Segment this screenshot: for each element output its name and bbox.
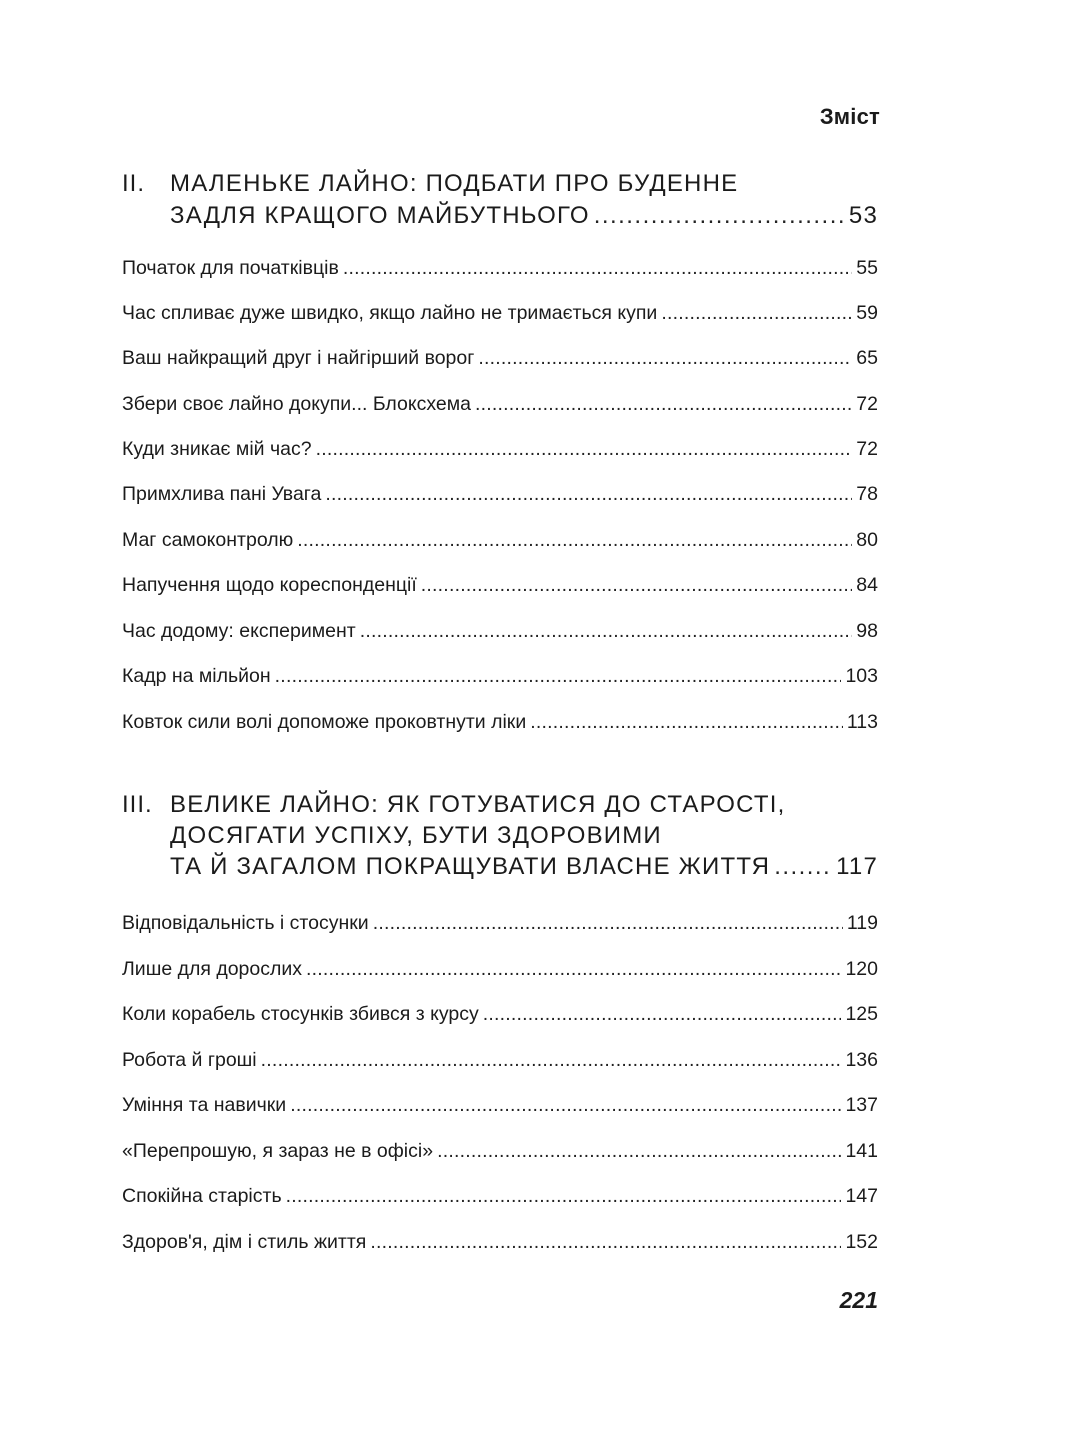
entry-title: Напучення щодо кореспонденції	[122, 574, 417, 596]
entry-page: 113	[846, 711, 878, 733]
entry-page: 119	[846, 912, 878, 934]
part-title-line: МАЛЕНЬКЕ ЛАЙНО: ПОДБАТИ ПРО БУДЕННЕ	[170, 170, 739, 197]
part-title-line-last: ЗАДЛЯ КРАЩОГО МАЙБУТНЬОГО . . . 53	[170, 202, 878, 234]
entry-title: Кадр на мільйон	[122, 665, 271, 687]
entry-page: 147	[845, 1185, 878, 1207]
leader-dots	[275, 665, 842, 688]
toc-entry	[122, 529, 878, 559]
part-title-line: ДОСЯГАТИ УСПІХУ, БУТИ ЗДОРОВИМИ	[170, 822, 662, 849]
leader-dots	[306, 958, 841, 981]
leader-dots	[483, 1003, 842, 1026]
toc-entry	[122, 1231, 878, 1261]
toc-entry	[122, 620, 878, 650]
toc-entry	[122, 483, 878, 513]
entry-page: 84	[856, 574, 878, 596]
toc-entry	[122, 665, 878, 695]
entry-title: Здоров'я, дім і стиль життя	[122, 1231, 367, 1253]
entry-page: 78	[856, 483, 878, 505]
entry-title: Спокійна старість	[122, 1185, 282, 1207]
leader-dots	[261, 1049, 842, 1072]
leader-dots	[774, 853, 832, 881]
leader-dots	[286, 1185, 842, 1208]
entry-title: Маг самоконтролю	[122, 529, 294, 551]
entry-page: 72	[856, 438, 878, 460]
part-title-line: ВЕЛИКЕ ЛАЙНО: ЯК ГОТУВАТИСЯ ДО СТАРОСТІ,	[170, 791, 786, 818]
leader-dots	[343, 257, 852, 280]
entry-page: 120	[845, 958, 878, 980]
entry-page: 103	[845, 665, 878, 687]
toc-entry	[122, 912, 878, 942]
entry-page: 80	[856, 529, 878, 551]
page-number: 117	[836, 853, 878, 880]
toc-entry	[122, 347, 878, 377]
toc-entry	[122, 1185, 878, 1215]
toc-entry	[122, 1094, 878, 1124]
toc-entry	[122, 1140, 878, 1170]
entry-page: 59	[856, 302, 878, 324]
toc-entry	[122, 1049, 878, 1079]
page-folio: 221	[839, 1287, 878, 1313]
leader-dots	[325, 483, 852, 506]
part-numeral: II.	[122, 170, 146, 197]
entry-title: Уміння та навички	[122, 1094, 287, 1116]
leader-dots	[478, 347, 852, 370]
leader-dots	[530, 711, 843, 734]
entry-page: 55	[856, 257, 878, 279]
entry-title: Ковток сили волі допоможе проковтнути ліки	[122, 711, 527, 733]
leader-dots	[421, 574, 853, 597]
leader-dots	[594, 202, 845, 230]
page-number: 53	[848, 202, 878, 229]
entry-title: Початок для початківців	[122, 257, 339, 279]
entry-title: «Перепрошую, я зараз не в офісі»	[122, 1140, 434, 1162]
leader-dots	[475, 393, 852, 416]
entry-page: 65	[856, 347, 878, 369]
entry-title: Лише для дорослих	[122, 958, 303, 980]
leader-dots	[290, 1094, 841, 1117]
toc-entry	[122, 958, 878, 988]
entry-page: 137	[845, 1094, 878, 1116]
leader-dots	[373, 912, 843, 935]
entry-title: Примхлива пані Увага	[122, 483, 322, 505]
entry-title: Збери своє лайно докупи... Блоксхема	[122, 393, 471, 415]
toc-entry	[122, 257, 878, 287]
entry-title: Час спливає дуже швидко, якщо лайно не тримається купи	[122, 302, 658, 324]
entry-title: Відповідальність і стосунки	[122, 912, 369, 934]
entry-page: 141	[845, 1140, 878, 1162]
entry-title: Час додому: експеримент	[122, 620, 356, 642]
leader-dots	[297, 529, 852, 552]
toc-entry	[122, 1003, 878, 1033]
entry-title: Ваш найкращий друг і найгірший ворог	[122, 347, 475, 369]
toc-entry	[122, 711, 878, 741]
leader-dots	[316, 438, 853, 461]
entry-title: Куди зникає мій час?	[122, 438, 312, 460]
entry-page: 152	[845, 1231, 878, 1253]
entry-page: 136	[845, 1049, 878, 1071]
leader-dots	[360, 620, 853, 643]
leader-dots	[437, 1140, 841, 1163]
part-title-line-last: ТА Й ЗАГАЛОМ ПОКРАЩУВАТИ ВЛАСНЕ ЖИТТЯ . . . 117	[170, 853, 878, 885]
toc-entry	[122, 438, 878, 468]
part-numeral: III.	[122, 791, 153, 818]
entry-page: 98	[856, 620, 878, 642]
entry-title: Коли корабель стосунків збився з курсу	[122, 1003, 479, 1025]
toc-entry	[122, 302, 878, 332]
entry-page: 72	[856, 393, 878, 415]
toc-entry	[122, 574, 878, 604]
toc-entry	[122, 393, 878, 423]
running-head: Зміст	[819, 104, 880, 129]
entry-title: Робота й гроші	[122, 1049, 257, 1071]
leader-dots	[661, 302, 852, 325]
leader-dots	[370, 1231, 841, 1254]
entry-page: 125	[845, 1003, 878, 1025]
